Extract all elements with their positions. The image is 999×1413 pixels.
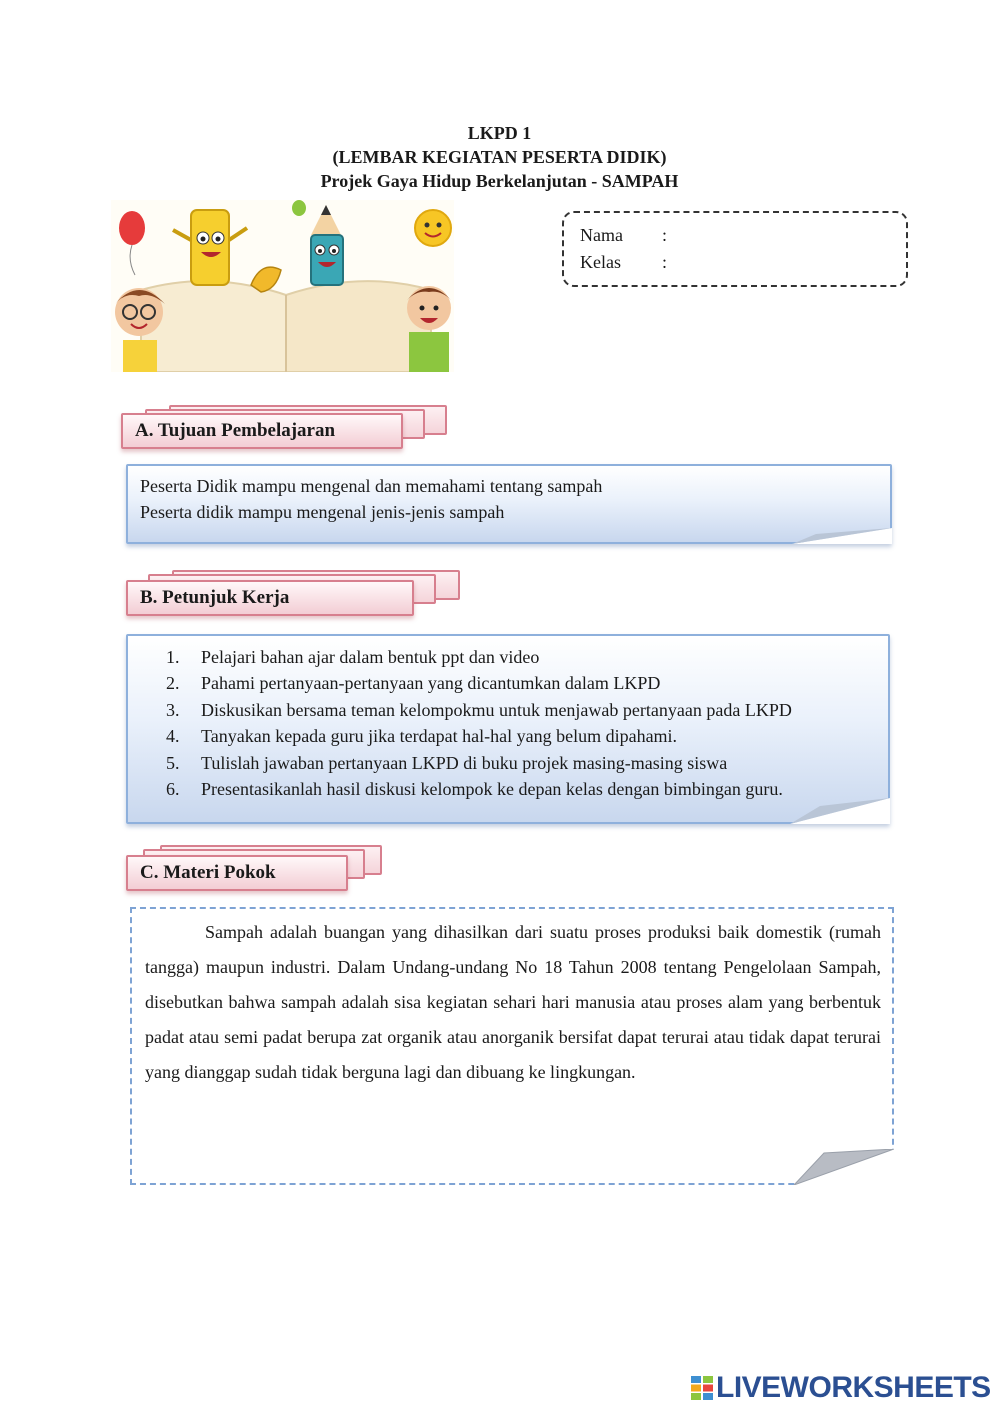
list-item: 4. Tanyakan kepada guru jika terdapat hal-hal yang belum dipahami. xyxy=(166,726,678,747)
section-a-title: A. Tujuan Pembelajaran xyxy=(121,413,403,449)
list-item: 2. Pahami pertanyaan-pertanyaan yang dicantumkan dalam LKPD xyxy=(166,673,661,694)
work-instructions-box xyxy=(126,634,890,824)
objective-line-1: Peserta Didik mampu mengenal dan memahami tentang sampah xyxy=(140,476,603,496)
section-a-tab xyxy=(121,405,451,455)
page-fold-icon xyxy=(792,528,892,544)
section-b-title: B. Petunjuk Kerja xyxy=(126,580,414,616)
list-item: 6. Presentasikanlah hasil diskusi kelompok ke depan kelas dengan bimbingan guru. xyxy=(166,779,783,800)
kelas-label: Kelas xyxy=(580,252,621,272)
student-identity-box xyxy=(562,211,908,287)
cartoon-kids-book-illustration xyxy=(111,200,454,372)
brand-text: LIVEWORKSHEETS xyxy=(716,1371,991,1404)
document-title-line-1: LKPD 1 xyxy=(467,123,532,143)
instruction-list xyxy=(166,644,792,802)
document-title-line-2: (LEMBAR KEGIATAN PESERTA DIDIK) xyxy=(332,147,667,167)
kelas-row xyxy=(580,252,667,273)
material-paragraph: Sampah adalah buangan yang dihasilkan dari suatu proses produksi baik domestik (rumah tangga) maupun industri. Dalam Undang-undang No 18 Tahun 2008 tentang Pengelolaan Sampah, disebutkan bahwa sampah adalah sisa kegiatan sehari hari manusia atau proses alam yang berbentuk padat atau semi padat berupa zat organik atau anorganik bersifat dapat terurai atau tidak dapat terurai yang dianggap sudah tidak berguna lagi dan dibuang ke lingkungan. xyxy=(145,922,881,1082)
document-title-line-3: Projek Gaya Hidup Berkelanjutan - SAMPAH xyxy=(320,171,679,191)
list-item: 3. Diskusikan bersama teman kelompokmu untuk menjawab pertanyaan pada LKPD xyxy=(166,699,792,720)
kelas-separator: : xyxy=(662,252,668,272)
liveworksheets-brand xyxy=(691,1372,991,1404)
list-item: 1. Pelajari bahan ajar dalam bentuk ppt dan video xyxy=(166,647,540,667)
section-c-tab xyxy=(126,845,386,897)
page-fold-icon xyxy=(794,1149,894,1185)
list-item: 5. Tulislah jawaban pertanyaan LKPD di buku projek masing-masing siswa xyxy=(166,752,728,773)
nama-row xyxy=(580,225,667,246)
objective-line-2: Peserta didik mampu mengenal jenis-jenis sampah xyxy=(140,502,505,522)
learning-objectives-box xyxy=(126,464,892,544)
page-fold-icon xyxy=(790,798,890,824)
section-c-title: C. Materi Pokok xyxy=(126,855,348,891)
section-b-tab xyxy=(126,570,462,622)
liveworksheets-logo-icon xyxy=(691,1376,713,1400)
nama-separator: : xyxy=(662,225,668,245)
main-material-box xyxy=(130,907,894,1185)
nama-label: Nama xyxy=(580,225,623,245)
